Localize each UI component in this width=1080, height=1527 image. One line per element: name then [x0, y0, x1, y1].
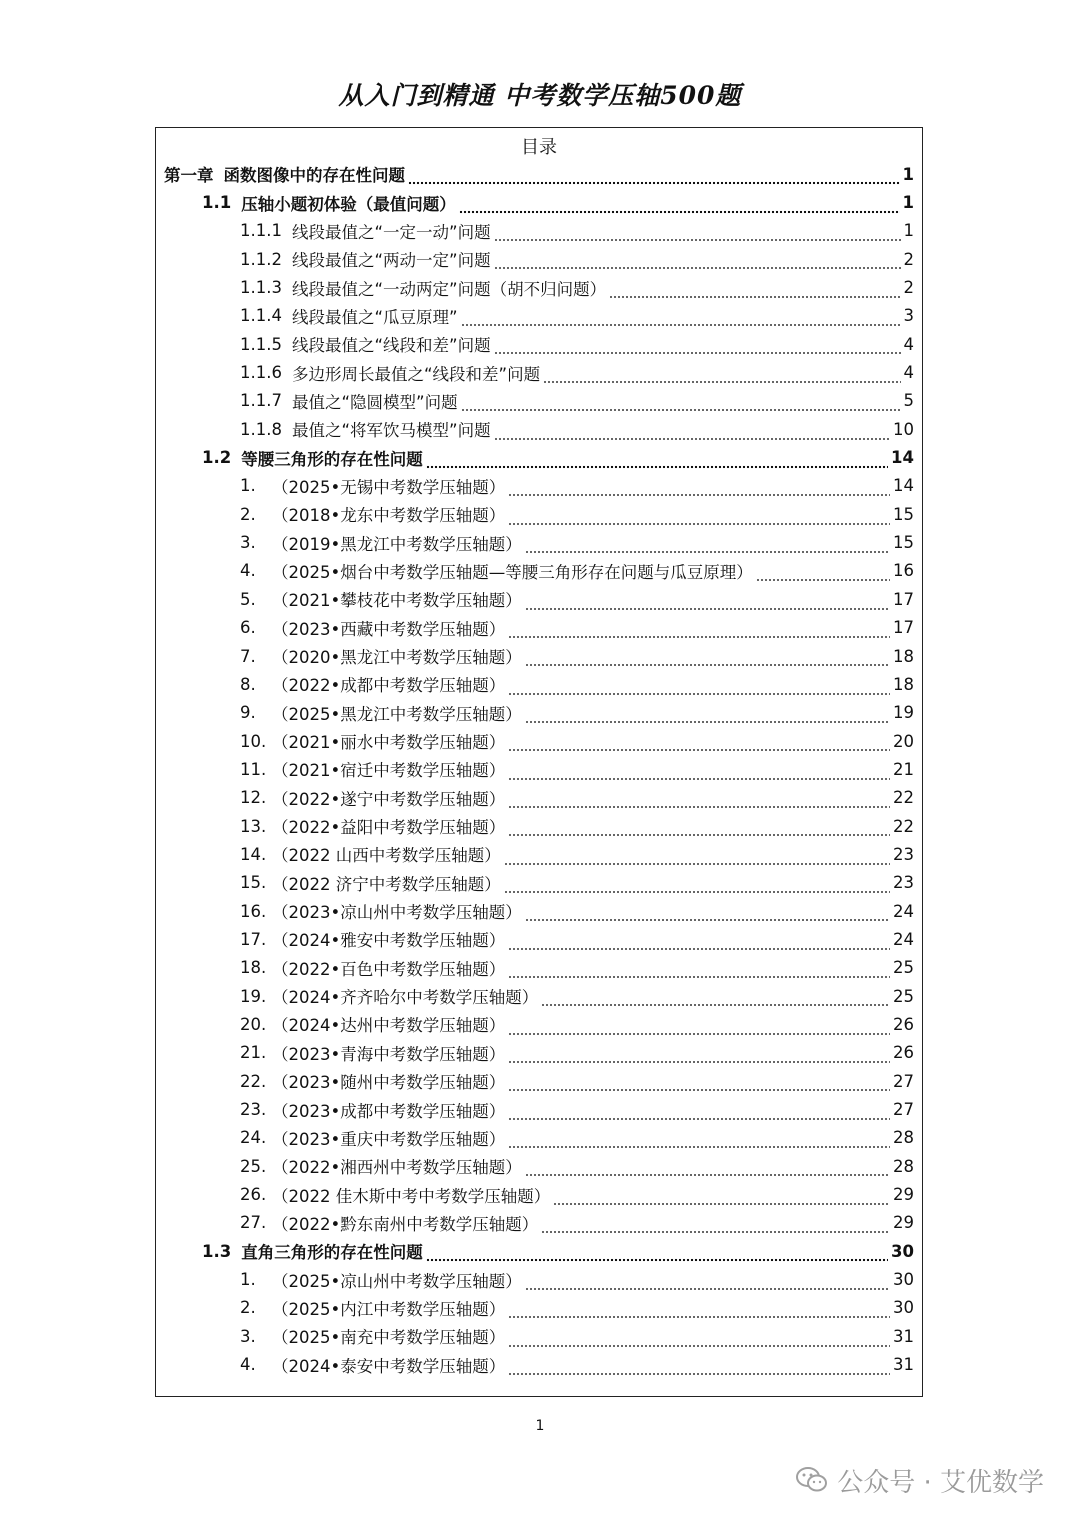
- table-of-contents: [155, 127, 923, 1397]
- toc-entry-number: 1.: [240, 476, 256, 496]
- toc-entry-title: （2022•湘西州中考数学压轴题）: [272, 1158, 522, 1178]
- dot-leader: [494, 254, 901, 271]
- toc-entry[interactable]: [156, 982, 922, 1010]
- toc-entry-title: （2021•宿迁中考数学压轴题）: [272, 761, 506, 781]
- dot-leader: [525, 1161, 890, 1178]
- toc-entry[interactable]: [156, 330, 922, 358]
- toc-entry-page: 22: [893, 816, 914, 836]
- toc-entry-page: 23: [893, 873, 914, 893]
- toc-entry-page: 3: [903, 306, 914, 326]
- toc-entry-number: 22.: [240, 1071, 267, 1091]
- toc-entry-title: 线段最值之“线段和差”问题: [291, 336, 491, 356]
- toc-entry[interactable]: [156, 358, 922, 386]
- toc-entry[interactable]: [156, 1067, 922, 1095]
- dot-leader: [525, 906, 890, 923]
- toc-entry-number: 6.: [240, 618, 256, 638]
- toc-entry[interactable]: [156, 528, 922, 556]
- toc-entry-number: 5.: [240, 589, 256, 609]
- toc-entry[interactable]: [156, 443, 922, 471]
- toc-entry-title: 多边形周长最值之“线段和差”问题: [291, 364, 541, 384]
- toc-entry-title: （2020•黑龙江中考数学压轴题）: [272, 648, 522, 668]
- toc-entry-page: 1: [903, 221, 914, 241]
- toc-entry-number: 4.: [240, 1355, 256, 1375]
- toc-entry-page: 21: [893, 759, 914, 779]
- toc-entry[interactable]: [156, 1010, 922, 1038]
- toc-entry-number: 1.: [240, 1270, 256, 1290]
- toc-entry-number: 3.: [240, 533, 256, 553]
- dot-leader: [508, 1019, 890, 1036]
- dot-leader: [494, 424, 890, 441]
- toc-entry-number: 1.1.6: [240, 363, 282, 383]
- dot-leader: [525, 651, 890, 668]
- toc-entry-number: 1.1.4: [240, 306, 282, 326]
- toc-entry[interactable]: [156, 1237, 922, 1265]
- dot-leader: [508, 509, 890, 526]
- toc-entry[interactable]: [156, 642, 922, 670]
- dot-leader: [508, 821, 890, 838]
- dot-leader: [541, 1218, 890, 1235]
- dot-leader: [504, 849, 890, 866]
- toc-entry-page: 20: [893, 731, 914, 751]
- toc-entry-title: （2024•达州中考数学压轴题）: [272, 1016, 506, 1036]
- toc-entry[interactable]: [156, 1124, 922, 1152]
- toc-entry-title: （2022•百色中考数学压轴题）: [272, 959, 506, 979]
- toc-entry[interactable]: [156, 472, 922, 500]
- toc-entry-title: （2023•凉山州中考数学压轴题）: [272, 903, 522, 923]
- dot-leader: [525, 594, 890, 611]
- toc-entry-number: 1.2: [202, 448, 232, 468]
- toc-entry[interactable]: [156, 869, 922, 897]
- toc-heading: 目录: [521, 137, 557, 158]
- dot-leader: [508, 1076, 890, 1093]
- toc-entry-title: （2022 佳木斯中考中考数学压轴题）: [272, 1186, 551, 1206]
- toc-entry-title: （2025•黑龙江中考数学压轴题）: [272, 704, 522, 724]
- toc-entry-title: （2023•重庆中考数学压轴题）: [272, 1129, 506, 1149]
- toc-entry-title: （2023•西藏中考数学压轴题）: [272, 619, 506, 639]
- toc-entry-title: 线段最值之“一定一动”问题: [291, 222, 491, 242]
- dot-leader: [504, 878, 890, 895]
- toc-entry-page: 17: [893, 618, 914, 638]
- dot-leader: [508, 963, 890, 980]
- dot-leader: [508, 1104, 890, 1121]
- toc-entry[interactable]: [156, 302, 922, 330]
- toc-entry-number: 21.: [240, 1043, 267, 1063]
- toc-entry-page: 30: [893, 1270, 914, 1290]
- toc-entry-title: （2025•无锡中考数学压轴题）: [272, 477, 506, 497]
- toc-entry-page: 14: [891, 448, 914, 468]
- toc-entry-page: 16: [893, 561, 914, 581]
- toc-entry-page: 26: [893, 1043, 914, 1063]
- toc-entry-number: 1.1.8: [240, 419, 282, 439]
- toc-entry-page: 10: [893, 419, 914, 439]
- toc-entry-number: 19.: [240, 986, 267, 1006]
- toc-entry[interactable]: [156, 1265, 922, 1293]
- dot-leader: [408, 169, 900, 186]
- toc-entry-page: 22: [893, 788, 914, 808]
- toc-entry-title: （2022•成都中考数学压轴题）: [272, 676, 506, 696]
- toc-entry-title: （2019•黑龙江中考数学压轴题）: [272, 534, 522, 554]
- toc-entry-page: 4: [903, 334, 914, 354]
- toc-entry-page: 2: [903, 249, 914, 269]
- document-title: 从入门到精通 中考数学压轴500题: [338, 81, 742, 110]
- toc-entry[interactable]: [156, 1294, 922, 1322]
- dot-leader: [426, 1246, 888, 1263]
- dot-leader: [494, 226, 901, 243]
- dot-leader: [553, 1189, 890, 1206]
- toc-entry-page: 14: [893, 476, 914, 496]
- toc-entry-number: 8.: [240, 674, 256, 694]
- toc-list: [156, 160, 922, 1379]
- toc-entry-number: 24.: [240, 1128, 267, 1148]
- toc-entry-page: 26: [893, 1014, 914, 1034]
- toc-entry-number: 1.1.2: [240, 249, 282, 269]
- toc-entry-title: （2025•内江中考数学压轴题）: [272, 1299, 506, 1319]
- toc-entry-number: 1.3: [202, 1241, 232, 1261]
- toc-entry-title: 最值之“将军饮马模型”问题: [291, 421, 491, 441]
- dot-leader: [525, 707, 890, 724]
- toc-entry[interactable]: [156, 387, 922, 415]
- toc-entry-page: 27: [893, 1100, 914, 1120]
- toc-entry[interactable]: [156, 670, 922, 698]
- toc-entry-title: 线段最值之“两动一定”问题: [291, 251, 491, 271]
- dot-leader: [459, 197, 900, 214]
- toc-entry[interactable]: [156, 217, 922, 245]
- toc-entry[interactable]: [156, 500, 922, 528]
- dot-leader: [609, 282, 900, 299]
- toc-entry-number: 2.: [240, 504, 256, 524]
- toc-entry[interactable]: [156, 557, 922, 585]
- dot-leader: [508, 764, 890, 781]
- dot-leader: [508, 1303, 890, 1320]
- dot-leader: [508, 622, 890, 639]
- toc-entry[interactable]: [156, 1152, 922, 1180]
- toc-entry[interactable]: [156, 245, 922, 273]
- dot-leader: [508, 792, 890, 809]
- toc-entry-page: 31: [893, 1355, 914, 1375]
- toc-entry-number: 12.: [240, 788, 267, 808]
- toc-entry-title: （2022•黔东南州中考数学压轴题）: [272, 1214, 539, 1234]
- toc-entry[interactable]: [156, 954, 922, 982]
- dot-leader: [541, 991, 890, 1008]
- toc-entry-number: 17.: [240, 929, 267, 949]
- toc-entry-title: 直角三角形的存在性问题: [241, 1243, 423, 1263]
- toc-entry-page: 25: [893, 958, 914, 978]
- dot-leader: [508, 1331, 890, 1348]
- toc-entry-number: 13.: [240, 816, 267, 836]
- dot-leader: [461, 396, 901, 413]
- toc-entry[interactable]: [156, 897, 922, 925]
- toc-entry-title: （2024•齐齐哈尔中考数学压轴题）: [272, 988, 539, 1008]
- toc-entry-title: （2024•泰安中考数学压轴题）: [272, 1356, 506, 1376]
- toc-entry-page: 4: [903, 363, 914, 383]
- dot-leader: [508, 1048, 890, 1065]
- toc-entry-page: 30: [891, 1241, 914, 1261]
- toc-entry-number: 20.: [240, 1014, 267, 1034]
- toc-entry[interactable]: [156, 1180, 922, 1208]
- toc-entry-number: 16.: [240, 901, 267, 921]
- dot-leader: [525, 537, 890, 554]
- page-number: 1: [535, 1418, 545, 1434]
- toc-entry-title: （2025•南充中考数学压轴题）: [272, 1328, 506, 1348]
- toc-entry-page: 18: [893, 646, 914, 666]
- toc-entry-page: 18: [893, 674, 914, 694]
- toc-entry[interactable]: [156, 1322, 922, 1350]
- toc-entry-number: 4.: [240, 561, 256, 581]
- toc-entry[interactable]: [156, 1039, 922, 1067]
- toc-entry-title: （2024•雅安中考数学压轴题）: [272, 931, 506, 951]
- toc-entry-title: （2022•遂宁中考数学压轴题）: [272, 789, 506, 809]
- toc-entry-number: 15.: [240, 873, 267, 893]
- toc-entry-number: 2.: [240, 1298, 256, 1318]
- watermark: [795, 1462, 1044, 1498]
- toc-entry-number: 1.1.1: [240, 221, 282, 241]
- toc-entry-number: 23.: [240, 1100, 267, 1120]
- toc-entry-page: 1: [902, 193, 914, 213]
- toc-entry-number: 1.1.3: [240, 278, 282, 298]
- toc-entry[interactable]: [156, 784, 922, 812]
- toc-entry[interactable]: [156, 585, 922, 613]
- toc-entry[interactable]: [156, 727, 922, 755]
- toc-entry-number: 9.: [240, 703, 256, 723]
- toc-entry-title: 线段最值之“一动两定”问题（胡不归问题）: [291, 279, 607, 299]
- toc-entry-page: 28: [893, 1128, 914, 1148]
- dot-leader: [508, 481, 890, 498]
- toc-entry-page: 31: [893, 1326, 914, 1346]
- toc-entry-page: 25: [893, 986, 914, 1006]
- toc-entry-page: 5: [903, 391, 914, 411]
- toc-entry[interactable]: [156, 840, 922, 868]
- toc-entry-title: （2025•烟台中考数学压轴题—等腰三角形存在问题与瓜豆原理）: [272, 562, 753, 582]
- toc-entry[interactable]: [156, 614, 922, 642]
- dot-leader: [543, 367, 900, 384]
- toc-entry-page: 17: [893, 589, 914, 609]
- toc-entry-page: 24: [893, 901, 914, 921]
- toc-entry[interactable]: [156, 1095, 922, 1123]
- toc-entry[interactable]: [156, 812, 922, 840]
- toc-entry-title: （2022•益阳中考数学压轴题）: [272, 818, 506, 838]
- toc-entry[interactable]: [156, 273, 922, 301]
- dot-leader: [508, 1133, 890, 1150]
- toc-entry-title: （2021•丽水中考数学压轴题）: [272, 733, 506, 753]
- toc-entry-number: 1.1.7: [240, 391, 282, 411]
- toc-entry-page: 29: [893, 1185, 914, 1205]
- dot-leader: [756, 566, 890, 583]
- watermark-text: 公众号 · 艾优数学: [837, 1467, 1044, 1498]
- dot-leader: [508, 934, 890, 951]
- toc-entry-page: 15: [893, 504, 914, 524]
- toc-entry[interactable]: [156, 1209, 922, 1237]
- toc-entry-page: 27: [893, 1071, 914, 1091]
- toc-entry-number: 25.: [240, 1156, 267, 1176]
- toc-entry-number: 26.: [240, 1185, 267, 1205]
- toc-entry-title: 函数图像中的存在性问题: [223, 166, 405, 186]
- toc-entry-number: 7.: [240, 646, 256, 666]
- toc-entry-title: （2018•龙东中考数学压轴题）: [272, 506, 506, 526]
- dot-leader: [426, 452, 888, 469]
- dot-leader: [508, 1359, 890, 1376]
- toc-entry-title: 线段最值之“瓜豆原理”: [291, 307, 458, 327]
- toc-entry-title: （2025•凉山州中考数学压轴题）: [272, 1271, 522, 1291]
- toc-entry[interactable]: [156, 755, 922, 783]
- toc-entry-page: 15: [893, 533, 914, 553]
- toc-entry-number: 27.: [240, 1213, 267, 1233]
- dot-leader: [508, 679, 890, 696]
- toc-entry-title: （2022 山西中考数学压轴题）: [272, 846, 501, 866]
- toc-entry[interactable]: [156, 188, 922, 216]
- dot-leader: [525, 1274, 890, 1291]
- wechat-icon: [795, 1465, 829, 1495]
- dot-leader: [461, 311, 901, 328]
- toc-entry-title: （2023•成都中考数学压轴题）: [272, 1101, 506, 1121]
- toc-entry-page: 30: [893, 1298, 914, 1318]
- toc-entry-number: 3.: [240, 1326, 256, 1346]
- toc-entry-page: 24: [893, 929, 914, 949]
- toc-entry-title: 最值之“隐圆模型”问题: [291, 392, 458, 412]
- dot-leader: [508, 736, 890, 753]
- toc-entry-number: 18.: [240, 958, 267, 978]
- toc-entry-page: 28: [893, 1156, 914, 1176]
- toc-entry-number: 11.: [240, 759, 267, 779]
- toc-entry-number: 第一章: [164, 166, 214, 186]
- toc-entry-number: 10.: [240, 731, 267, 751]
- toc-entry-title: （2021•攀枝花中考数学压轴题）: [272, 591, 522, 611]
- toc-entry-page: 23: [893, 844, 914, 864]
- dot-leader: [494, 339, 901, 356]
- toc-entry[interactable]: [156, 925, 922, 953]
- toc-entry-number: 1.1: [202, 193, 232, 213]
- toc-entry-title: （2022 济宁中考数学压轴题）: [272, 874, 501, 894]
- toc-entry-title: 压轴小题初体验（最值问题）: [241, 194, 456, 214]
- toc-entry[interactable]: [156, 415, 922, 443]
- toc-entry-page: 29: [893, 1213, 914, 1233]
- toc-entry-title: （2023•随州中考数学压轴题）: [272, 1073, 506, 1093]
- toc-entry-number: 14.: [240, 844, 267, 864]
- toc-entry-page: 1: [902, 164, 914, 184]
- toc-entry-title: （2023•青海中考数学压轴题）: [272, 1044, 506, 1064]
- toc-entry[interactable]: [156, 160, 922, 188]
- toc-entry-page: 19: [893, 703, 914, 723]
- toc-entry-number: 1.1.5: [240, 334, 282, 354]
- toc-entry-page: 2: [903, 278, 914, 298]
- toc-entry[interactable]: [156, 699, 922, 727]
- toc-entry[interactable]: [156, 1350, 922, 1378]
- toc-entry-title: 等腰三角形的存在性问题: [241, 449, 423, 469]
